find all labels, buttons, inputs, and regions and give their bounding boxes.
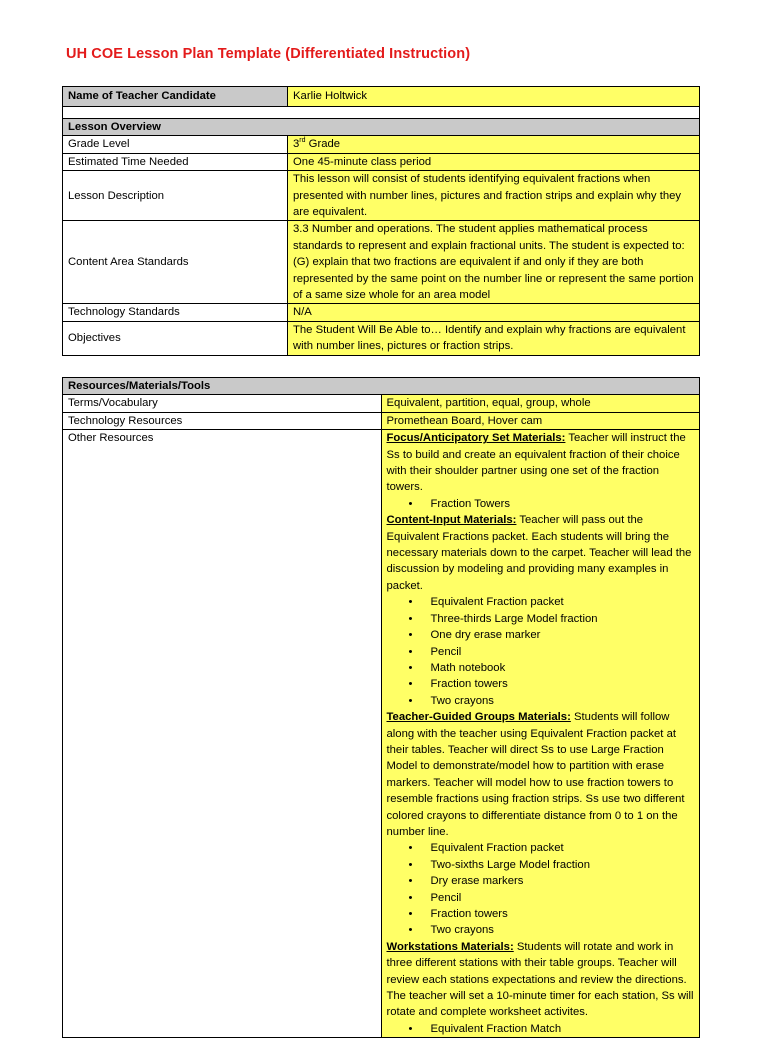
materials-list [387,1021,695,1037]
vocabulary-value: Equivalent, partition, equal, group, whole [381,395,700,412]
section-text: Students will follow along with the teacher using Equivalent Fraction packet at their tables. Teacher will direct Ss to use Large Fraction Model to demonstrate/model how to partition with erase markers. Teacher will model how to use fraction towers to resemble fractions using fraction strips. Ss use two different colored crayons to differentiate distance from 0 to 1 on the number line. [386,711,685,838]
content-standards-value: 3.3 Number and operations. The student applies mathematical process standards to represent and explain fractional units. The student is expected to: (G) explain that two fractions are equivalent if and only if they are both represented by the same point on the number line or represent the same portion of a same size whole for an area model [288,221,700,304]
resource-section-content-input [387,512,695,709]
list-item: • Pencil [431,644,695,660]
teacher-name: Karlie Holtwick [288,87,700,107]
section-title: Content-Input Materials: [386,514,517,527]
list-item: • Two-sixths Large Model fraction [431,857,695,873]
list-item: • Fraction towers [431,906,695,922]
list-item: • Equivalent Fraction Match [431,1021,695,1037]
other-resources-value [381,430,700,1038]
technology-resources-label: Technology Resources [63,412,382,429]
time-needed-label: Estimated Time Needed [63,153,288,170]
grade-level-label: Grade Level [63,136,288,153]
section-title: Focus/Anticipatory Set Materials: [386,432,566,445]
list-item: • Fraction Towers [431,496,695,512]
document-title: UH COE Lesson Plan Template (Differentiated Instruction) [66,46,471,62]
objectives-label: Objectives [63,321,288,355]
resources-header: Resources/Materials/Tools [63,378,700,395]
technology-standards-value: N/A [288,304,700,321]
list-item: • Pencil [431,890,695,906]
section-title: Workstations Materials: [386,940,514,953]
list-item: • One dry erase marker [431,627,695,643]
other-resources-label: Other Resources [63,430,382,1038]
teacher-table [62,86,700,356]
list-item: • Two crayons [431,693,695,709]
list-item: • Equivalent Fraction packet [431,594,695,610]
list-item: • Fraction towers [431,676,695,692]
teacher-label: Name of Teacher Candidate [63,87,288,107]
list-item: • Three-thirds Large Model fraction [431,611,695,627]
spacer-row [63,107,700,119]
time-needed-value: One 45-minute class period [288,153,700,170]
materials-list [387,594,695,709]
section-text: Teacher will pass out the Equivalent Fractions packet. Each students will bring the necessary materials down to the carpet. Teacher will lead the discussion by modeling and providing many examples in packet. [386,514,692,592]
section-text: Teacher will instruct the Ss to build and create an equivalent fraction of their choice with their shoulder partner using one set of the fraction towers. [386,432,686,494]
list-item: • Dry erase markers [431,873,695,889]
vocabulary-label: Terms/Vocabulary [63,395,382,412]
resources-table [62,377,700,1038]
resource-section-focus [387,430,695,512]
resource-section-workstations [387,939,695,1037]
list-item: • Two crayons [431,922,695,938]
technology-resources-value: Promethean Board, Hover cam [381,412,700,429]
materials-list [387,840,695,938]
content-standards-label: Content Area Standards [63,221,288,304]
section-text: Students will rotate and work in three different stations with their table groups. Teacher will review each stations expectations and review the directions. The teacher will set a 10-minute timer for each station, Ss will rotate and complete worksheet activites. [386,940,694,1019]
technology-standards-label: Technology Standards [63,304,288,321]
grade-level-value: 3rd Grade [288,136,700,153]
lesson-description-value: This lesson will consist of students identifying equivalent fractions when presented with number lines, pictures and fraction strips and explain why they are equivalent. [288,171,700,221]
resource-section-teacher-guided [387,709,695,939]
list-item: • Math notebook [431,660,695,676]
section-title: Teacher-Guided Groups Materials: [386,711,571,724]
list-item: • Equivalent Fraction packet [431,840,695,856]
lesson-overview-header: Lesson Overview [63,119,700,136]
materials-list [387,496,695,512]
objectives-value: The Student Will Be Able to… Identify and explain why fractions are equivalent with number lines, pictures or fraction strips. [288,321,700,355]
lesson-description-label: Lesson Description [63,171,288,221]
